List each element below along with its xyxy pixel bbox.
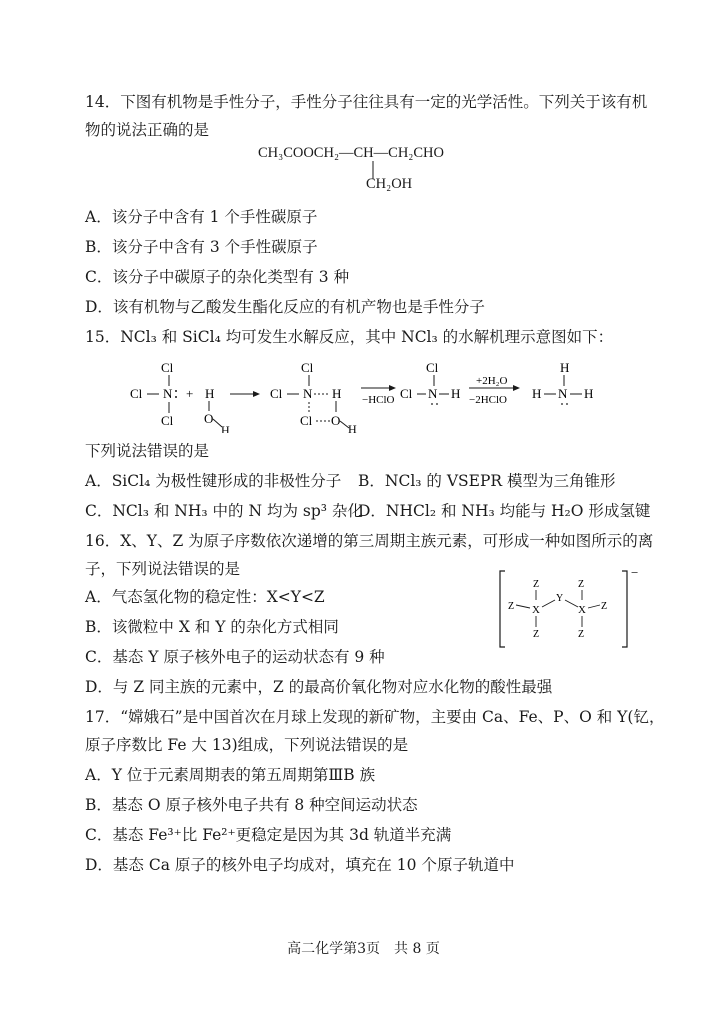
scheme-cl: Cl — [130, 386, 143, 401]
q14-structure-main: CH₃COOCH₂—CH—CH₂CHO — [258, 145, 444, 161]
scheme-n: N — [163, 386, 173, 401]
q14-option-a: A．该分子中含有 1 个手性碳原子 — [85, 208, 318, 226]
scheme-h: H — [205, 386, 215, 401]
q16-option-b: B．该微粒中 X 和 Y 的杂化方式相同 — [85, 618, 339, 636]
scheme-cl: Cl — [161, 360, 174, 375]
scheme-h: H — [348, 422, 357, 433]
q14-stem-line1: 14．下图有机物是手性分子，手性分子往往具有一定的光学活性。下列关于该有机 — [85, 93, 648, 111]
scheme-cl: Cl — [300, 413, 313, 428]
scheme-h: H — [532, 386, 542, 401]
q14-option-b: B．该分子中含有 3 个手性碳原子 — [85, 238, 318, 256]
q14-option-c: C．该分子中碳原子的杂化类型有 3 种 — [85, 268, 350, 286]
ion-z: Z — [601, 601, 608, 612]
q16-option-d: D．与 Z 同主族的元素中，Z 的最高价氧化物对应水化物的酸性最强 — [85, 678, 553, 696]
q15-option-c: C．NCl₃ 和 NH₃ 中的 N 均为 sp³ 杂化 — [85, 502, 363, 520]
ion-z: Z — [533, 579, 540, 590]
q15-hydrolysis-scheme — [120, 355, 610, 433]
scheme-n: N — [428, 386, 438, 401]
scheme-n: N — [303, 386, 313, 401]
scheme-n: N — [558, 386, 568, 401]
ion-y: Y — [556, 593, 564, 604]
q16-stem-line2: 子，下列说法错误的是 — [85, 560, 241, 578]
q15-option-d: D．NHCl₂ 和 NH₃ 均能与 H₂O 形成氢键 — [358, 502, 651, 520]
page-footer: 高二化学第3页 共 8 页 — [287, 941, 440, 957]
scheme-h: H — [584, 386, 594, 401]
ion-charge: − — [631, 565, 639, 580]
ion-z: Z — [578, 579, 585, 590]
q15-prompt: 下列说法错误的是 — [85, 442, 210, 460]
q17-stem-line2: 原子序数比 Fe 大 13)组成，下列说法错误的是 — [85, 736, 409, 754]
scheme-cl: Cl — [161, 413, 174, 428]
scheme-h: H — [560, 360, 570, 375]
q14-stem-line2: 物的说法正确的是 — [85, 121, 210, 139]
ion-z: Z — [578, 629, 585, 640]
scheme-h: H — [332, 386, 342, 401]
ion-x: X — [532, 604, 540, 616]
scheme-h: H — [451, 386, 461, 401]
q16-ion-structure — [496, 565, 646, 653]
scheme-h: H — [221, 423, 230, 433]
scheme-o: O — [331, 413, 341, 428]
scheme-cl: Cl — [426, 360, 439, 375]
scheme-cl: Cl — [400, 386, 413, 401]
ion-x: X — [578, 604, 586, 616]
scheme-o: O — [204, 411, 214, 426]
q17-stem-line1: 17．“嫦娥石”是中国首次在月球上发现的新矿物，主要由 Ca、Fe、P、O 和 Y(钇， — [85, 708, 665, 726]
q17-option-d: D．基态 Ca 原子的核外电子均成对，填充在 10 个原子轨道中 — [85, 856, 515, 874]
scheme-cl: Cl — [301, 360, 314, 375]
q16-option-a: A．气态氢化物的稳定性：X<Y<Z — [85, 588, 325, 606]
scheme-minus-2hclo: −2HClO — [469, 394, 507, 406]
scheme-cl: Cl — [270, 386, 283, 401]
scheme-minus-hclo: −HClO — [362, 394, 395, 406]
q15-option-a: A．SiCl₄ 为极性键形成的非极性分子 — [85, 472, 342, 490]
q16-stem-line1: 16．X、Y、Z 为原子序数依次递增的第三周期主族元素，可形成一种如图所示的离 — [85, 532, 654, 550]
q14-structure-branch: CH₂OH — [366, 176, 413, 192]
q17-option-b: B．基态 O 原子核外电子共有 8 种空间运动状态 — [85, 796, 418, 814]
q14-option-d: D．该有机物与乙酸发生酯化反应的有机产物也是手性分子 — [85, 298, 485, 316]
q16-option-c: C．基态 Y 原子核外电子的运动状态有 9 种 — [85, 648, 385, 666]
scheme-plus-2h2o: +2H₂O — [476, 375, 508, 387]
q17-option-c: C．基态 Fe³⁺比 Fe²⁺更稳定是因为其 3d 轨道半充满 — [85, 826, 452, 844]
q15-stem-line1: 15．NCl₃ 和 SiCl₄ 均可发生水解反应，其中 NCl₃ 的水解机理示意图如下： — [85, 328, 614, 346]
q15-option-b: B．NCl₃ 的 VSEPR 模型为三角锥形 — [358, 472, 616, 490]
scheme-plus: + — [186, 386, 194, 401]
q17-option-a: A．Y 位于元素周期表的第五周期第ⅢB 族 — [85, 766, 376, 784]
ion-z: Z — [533, 629, 540, 640]
ion-z: Z — [508, 601, 515, 612]
